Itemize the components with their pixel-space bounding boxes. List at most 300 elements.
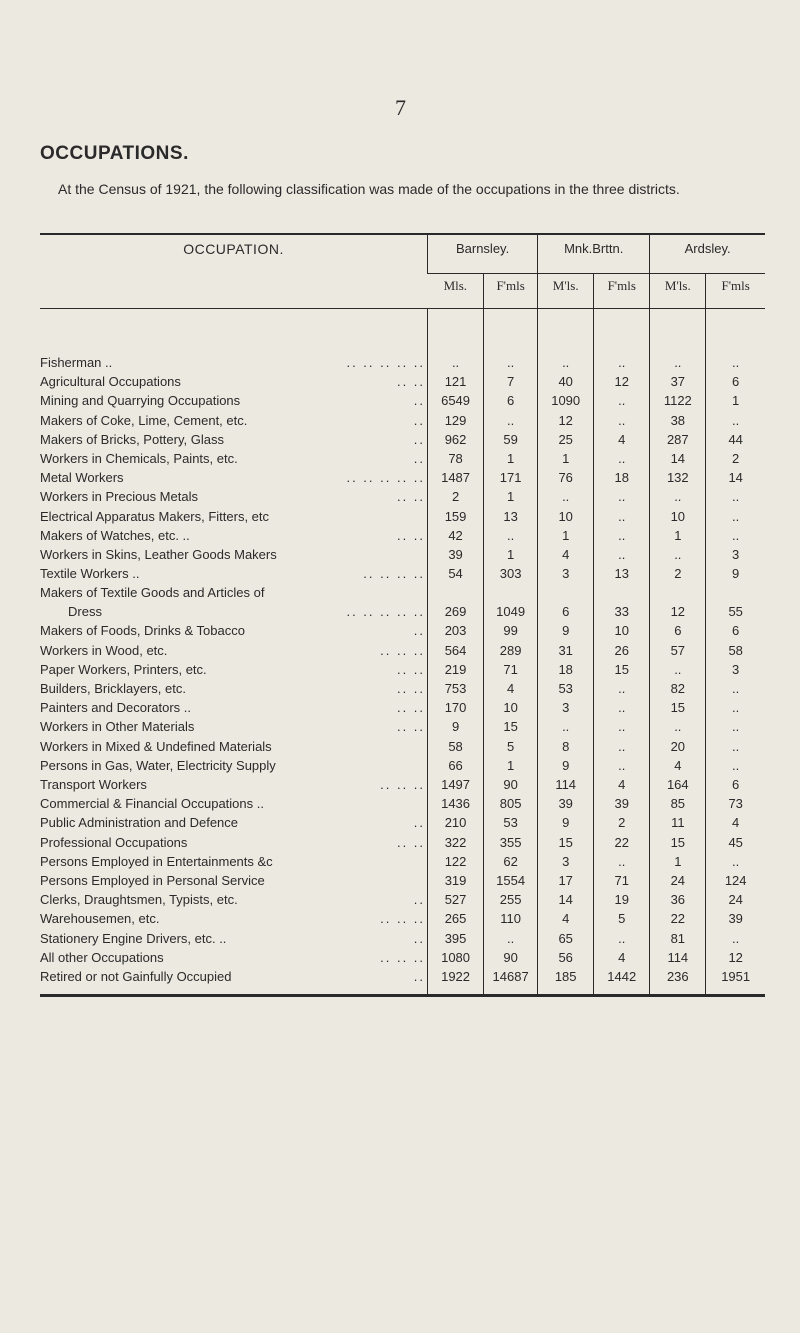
value-cell: .. (706, 353, 765, 372)
value-cell: .. (594, 526, 650, 545)
value-cell: .. (594, 487, 650, 506)
value-cell: 9 (538, 756, 594, 775)
value-cell: 1 (484, 756, 538, 775)
occupation-label: Persons in Gas, Water, Electricity Supply (40, 758, 279, 773)
leader-dots: .. .. .. (380, 911, 426, 927)
occupation-cell (40, 564, 428, 583)
occupation-label: Makers of Foods, Drinks & Tobacco (40, 623, 248, 638)
occupation-cell (40, 679, 428, 698)
occupation-cell (40, 487, 428, 506)
value-cell: 6549 (428, 391, 484, 410)
sex-header: Mls. (443, 278, 468, 293)
value-cell: .. (594, 679, 650, 698)
leader-dots: .. (413, 393, 426, 409)
value-cell: .. (706, 852, 765, 871)
occupation-label: Makers of Textile Goods and Articles of (40, 585, 267, 600)
table-row (40, 737, 765, 756)
leader-dots: .. (413, 892, 426, 908)
value-cell: 26 (594, 641, 650, 660)
value-cell: 6 (706, 621, 765, 640)
occupation-cell (40, 775, 428, 794)
value-cell: 66 (428, 756, 484, 775)
value-cell: 24 (650, 871, 706, 890)
value-cell: .. (706, 526, 765, 545)
table-row (40, 372, 765, 391)
value-cell: .. (706, 679, 765, 698)
value-cell: 2 (650, 564, 706, 583)
table-body (40, 341, 765, 996)
value-cell: 73 (706, 794, 765, 813)
table-row (40, 775, 765, 794)
occupation-cell (40, 449, 428, 468)
value-cell: 289 (484, 641, 538, 660)
value-cell: 17 (538, 871, 594, 890)
table-row (40, 468, 765, 487)
value-cell: 322 (428, 833, 484, 852)
table-row (40, 679, 765, 698)
value-cell: .. (594, 929, 650, 948)
occupation-cell (40, 507, 428, 526)
occupation-label: Commercial & Financial Occupations .. (40, 796, 267, 811)
value-cell: 71 (484, 660, 538, 679)
value-cell: .. (594, 737, 650, 756)
value-cell: 14 (538, 890, 594, 909)
occupation-column-header: OCCUPATION. (183, 241, 284, 257)
value-cell: .. (706, 698, 765, 717)
page-number: 7 (395, 95, 406, 120)
table-row (40, 353, 765, 372)
value-cell: 99 (484, 621, 538, 640)
value-cell: 1090 (538, 391, 594, 410)
occupation-label: Electrical Apparatus Makers, Fitters, etc (40, 509, 272, 524)
value-cell: 81 (650, 929, 706, 948)
occupation-label: Professional Occupations (40, 835, 190, 850)
value-cell: 2 (594, 813, 650, 832)
leader-dots: .. .. (396, 527, 426, 543)
sex-header: F'mls (594, 274, 650, 309)
value-cell: .. (594, 449, 650, 468)
value-cell: 962 (428, 430, 484, 449)
value-cell: 10 (594, 621, 650, 640)
value-cell: 14687 (484, 967, 538, 986)
value-cell: 5 (594, 909, 650, 928)
value-cell: 1487 (428, 468, 484, 487)
intro-text: At the Census of 1921, the following classification was made of the occupations in the three districts. (58, 181, 680, 197)
table-row (40, 545, 765, 564)
leader-dots: .. .. .. .. (363, 566, 426, 582)
value-cell: 58 (428, 737, 484, 756)
leader-dots: .. .. .. .. .. (346, 604, 426, 620)
value-cell: 1 (484, 449, 538, 468)
value-cell: 33 (594, 583, 650, 621)
value-cell: 395 (428, 929, 484, 948)
leader-dots: .. (413, 431, 426, 447)
value-cell: 1049 (484, 583, 538, 621)
value-cell: 11 (650, 813, 706, 832)
value-cell: .. (594, 507, 650, 526)
value-cell: 4 (538, 909, 594, 928)
value-cell: 10 (650, 507, 706, 526)
value-cell: 1951 (706, 967, 765, 986)
value-cell: .. (594, 411, 650, 430)
sex-header: M'ls. (650, 274, 706, 309)
occupation-label: Clerks, Draughtsmen, Typists, etc. (40, 892, 241, 907)
value-cell: 269 (428, 583, 484, 621)
value-cell: 78 (428, 449, 484, 468)
value-cell: .. (706, 507, 765, 526)
occupation-label: Workers in Chemicals, Paints, etc. (40, 451, 241, 466)
occupations-table (40, 233, 765, 997)
value-cell: 4 (706, 813, 765, 832)
occupation-cell (40, 353, 428, 372)
value-cell: 22 (650, 909, 706, 928)
value-cell: 19 (594, 890, 650, 909)
occupation-label: Warehousemen, etc. (40, 911, 162, 926)
value-cell: 6 (706, 372, 765, 391)
value-cell: 13 (484, 507, 538, 526)
value-cell: 129 (428, 411, 484, 430)
value-cell: 82 (650, 679, 706, 698)
value-cell: 12 (538, 411, 594, 430)
value-cell: 90 (484, 948, 538, 967)
value-cell: 12 (650, 583, 706, 621)
value-cell: .. (484, 929, 538, 948)
occupation-label: Workers in Mixed & Undefined Materials (40, 739, 275, 754)
table-row (40, 833, 765, 852)
leader-dots: .. .. (396, 719, 426, 735)
value-cell: 53 (538, 679, 594, 698)
occupation-label: Workers in Other Materials (40, 719, 197, 734)
occupation-label: Workers in Skins, Leather Goods Makers (40, 547, 280, 562)
occupation-cell (40, 737, 428, 756)
value-cell: 9 (706, 564, 765, 583)
value-cell: 18 (538, 660, 594, 679)
occupation-cell (40, 871, 428, 890)
table-row (40, 660, 765, 679)
table-row (40, 948, 765, 967)
occupation-label: Mining and Quarrying Occupations (40, 393, 243, 408)
value-cell: 85 (650, 794, 706, 813)
value-cell: 121 (428, 372, 484, 391)
value-cell: 1 (538, 449, 594, 468)
value-cell: 1 (484, 487, 538, 506)
occupation-cell (40, 948, 428, 967)
value-cell: .. (538, 487, 594, 506)
value-cell: 303 (484, 564, 538, 583)
value-cell: .. (594, 545, 650, 564)
occupation-cell (40, 372, 428, 391)
value-cell: .. (538, 353, 594, 372)
value-cell: 3 (538, 698, 594, 717)
table-row (40, 621, 765, 640)
value-cell: .. (706, 717, 765, 736)
occupation-label: Painters and Decorators .. (40, 700, 194, 715)
value-cell: 8 (538, 737, 594, 756)
value-cell: 39 (594, 794, 650, 813)
value-cell: 805 (484, 794, 538, 813)
value-cell: .. (650, 545, 706, 564)
value-cell: 4 (594, 948, 650, 967)
leader-dots: .. .. (396, 661, 426, 677)
value-cell: 12 (706, 948, 765, 967)
value-cell: 13 (594, 564, 650, 583)
value-cell: .. (594, 717, 650, 736)
value-cell: 210 (428, 813, 484, 832)
occupation-label: Stationery Engine Drivers, etc. .. (40, 931, 229, 946)
sex-header: F'mls (484, 274, 538, 309)
value-cell: 76 (538, 468, 594, 487)
value-cell: 6 (538, 583, 594, 621)
sex-header: F'mls (706, 274, 765, 309)
occupation-cell (40, 833, 428, 852)
value-cell: .. (706, 929, 765, 948)
value-cell: 6 (706, 775, 765, 794)
value-cell: 1497 (428, 775, 484, 794)
value-cell: 6 (484, 391, 538, 410)
table-row (40, 564, 765, 583)
value-cell: 25 (538, 430, 594, 449)
value-cell: 319 (428, 871, 484, 890)
occupation-label-continued: Dress (40, 602, 105, 621)
value-cell: .. (484, 411, 538, 430)
occupation-cell (40, 583, 428, 621)
leader-dots: .. (413, 623, 426, 639)
value-cell: 9 (428, 717, 484, 736)
value-cell: 4 (650, 756, 706, 775)
table-row (40, 641, 765, 660)
table-row (40, 871, 765, 890)
value-cell: 15 (594, 660, 650, 679)
value-cell: 355 (484, 833, 538, 852)
leader-dots: .. (413, 451, 426, 467)
table-row (40, 890, 765, 909)
value-cell: 44 (706, 430, 765, 449)
value-cell: .. (594, 391, 650, 410)
leader-dots: .. .. (396, 374, 426, 390)
table-row (40, 391, 765, 410)
value-cell: 159 (428, 507, 484, 526)
value-cell: 62 (484, 852, 538, 871)
leader-dots: .. (413, 815, 426, 831)
occupation-cell (40, 929, 428, 948)
leader-dots: .. (413, 412, 426, 428)
table-row (40, 717, 765, 736)
table-row (40, 813, 765, 832)
value-cell: 53 (484, 813, 538, 832)
occupation-label: All other Occupations (40, 950, 167, 965)
table-row (40, 698, 765, 717)
value-cell: .. (650, 717, 706, 736)
value-cell: 1436 (428, 794, 484, 813)
value-cell: 164 (650, 775, 706, 794)
occupation-cell (40, 621, 428, 640)
occupation-cell (40, 698, 428, 717)
table-row (40, 449, 765, 468)
value-cell: 59 (484, 430, 538, 449)
value-cell: 56 (538, 948, 594, 967)
value-cell: 255 (484, 890, 538, 909)
value-cell: 114 (538, 775, 594, 794)
occupation-cell (40, 430, 428, 449)
value-cell: .. (594, 353, 650, 372)
value-cell: .. (484, 353, 538, 372)
value-cell: .. (650, 660, 706, 679)
occupation-cell (40, 794, 428, 813)
occupation-label: Transport Workers (40, 777, 150, 792)
value-cell: 1 (484, 545, 538, 564)
sex-header: M'ls. (538, 274, 594, 309)
value-cell: .. (594, 698, 650, 717)
leader-dots: .. .. (396, 681, 426, 697)
value-cell: 45 (706, 833, 765, 852)
value-cell: .. (706, 756, 765, 775)
value-cell: 185 (538, 967, 594, 986)
value-cell: 124 (706, 871, 765, 890)
district-header-monk-bretton: Mnk.Brttn. (538, 235, 650, 274)
occupation-label: Makers of Bricks, Pottery, Glass (40, 432, 227, 447)
leader-dots: .. .. (396, 834, 426, 850)
table-row (40, 507, 765, 526)
value-cell: 3 (706, 545, 765, 564)
value-cell: 3 (538, 564, 594, 583)
section-heading: OCCUPATIONS. (40, 143, 189, 164)
value-cell: 287 (650, 430, 706, 449)
value-cell: 39 (706, 909, 765, 928)
value-cell: 20 (650, 737, 706, 756)
table-row (40, 909, 765, 928)
leader-dots: .. .. .. (380, 949, 426, 965)
table-row (40, 929, 765, 948)
value-cell: 2 (428, 487, 484, 506)
occupation-label: Makers of Watches, etc. .. (40, 528, 193, 543)
occupation-cell (40, 909, 428, 928)
value-cell: 1 (706, 391, 765, 410)
value-cell: 1 (538, 526, 594, 545)
value-cell: 527 (428, 890, 484, 909)
value-cell: 203 (428, 621, 484, 640)
value-cell: 1554 (484, 871, 538, 890)
value-cell: 40 (538, 372, 594, 391)
value-cell: .. (594, 756, 650, 775)
value-cell: 65 (538, 929, 594, 948)
value-cell: 71 (594, 871, 650, 890)
value-cell: 1 (650, 526, 706, 545)
value-cell: .. (706, 411, 765, 430)
district-header-ardsley: Ardsley. (650, 235, 765, 274)
occupation-cell (40, 391, 428, 410)
value-cell: 4 (538, 545, 594, 564)
value-cell: 2 (706, 449, 765, 468)
leader-dots: .. .. .. (380, 777, 426, 793)
value-cell: 38 (650, 411, 706, 430)
occupation-label: Builders, Bricklayers, etc. (40, 681, 189, 696)
occupation-cell (40, 526, 428, 545)
intro-paragraph (40, 180, 760, 199)
value-cell: 753 (428, 679, 484, 698)
value-cell: 18 (594, 468, 650, 487)
table-row (40, 411, 765, 430)
value-cell: 55 (706, 583, 765, 621)
value-cell: .. (650, 353, 706, 372)
leader-dots: .. (413, 930, 426, 946)
value-cell: 219 (428, 660, 484, 679)
value-cell: 24 (706, 890, 765, 909)
leader-dots: .. (413, 969, 426, 985)
value-cell: 171 (484, 468, 538, 487)
value-cell: 14 (650, 449, 706, 468)
value-cell: 170 (428, 698, 484, 717)
value-cell: 12 (594, 372, 650, 391)
value-cell: .. (594, 852, 650, 871)
value-cell: 15 (484, 717, 538, 736)
occupation-label: Fisherman .. (40, 355, 115, 370)
value-cell: 9 (538, 621, 594, 640)
value-cell: .. (428, 353, 484, 372)
value-cell: 42 (428, 526, 484, 545)
table-row (40, 430, 765, 449)
value-cell: 110 (484, 909, 538, 928)
occupation-cell (40, 890, 428, 909)
value-cell: 15 (650, 698, 706, 717)
value-cell: 564 (428, 641, 484, 660)
value-cell: 1122 (650, 391, 706, 410)
leader-dots: .. .. (396, 700, 426, 716)
value-cell: 6 (650, 621, 706, 640)
value-cell: 265 (428, 909, 484, 928)
value-cell: 15 (650, 833, 706, 852)
value-cell: 122 (428, 852, 484, 871)
value-cell: 10 (538, 507, 594, 526)
occupation-label: Workers in Wood, etc. (40, 643, 170, 658)
value-cell: .. (706, 737, 765, 756)
value-cell: 15 (538, 833, 594, 852)
value-cell: .. (538, 717, 594, 736)
occupation-label: Agricultural Occupations (40, 374, 184, 389)
value-cell: 4 (594, 775, 650, 794)
occupation-label: Public Administration and Defence (40, 815, 241, 830)
leader-dots: .. .. .. .. .. (346, 355, 426, 370)
value-cell: 10 (484, 698, 538, 717)
occupation-cell (40, 756, 428, 775)
value-cell: 14 (706, 468, 765, 487)
district-header-barnsley: Barnsley. (428, 235, 538, 274)
value-cell: .. (706, 487, 765, 506)
value-cell: 132 (650, 468, 706, 487)
value-cell: 4 (594, 430, 650, 449)
value-cell: 39 (428, 545, 484, 564)
occupation-label: Persons Employed in Entertainments &c (40, 854, 276, 869)
value-cell: 1442 (594, 967, 650, 986)
value-cell: .. (484, 526, 538, 545)
value-cell: 5 (484, 737, 538, 756)
leader-dots: .. .. .. .. .. (346, 470, 426, 486)
occupation-label: Textile Workers .. (40, 566, 142, 581)
occupation-label: Metal Workers (40, 470, 127, 485)
value-cell: 4 (484, 679, 538, 698)
leader-dots: .. .. .. (380, 642, 426, 658)
occupation-label: Paper Workers, Printers, etc. (40, 662, 210, 677)
table-row (40, 583, 765, 621)
value-cell: .. (650, 487, 706, 506)
occupation-label: Makers of Coke, Lime, Cement, etc. (40, 413, 250, 428)
value-cell: 1 (650, 852, 706, 871)
table-row (40, 487, 765, 506)
value-cell: 90 (484, 775, 538, 794)
table-row (40, 756, 765, 775)
value-cell: 3 (538, 852, 594, 871)
table-row-spacer (40, 986, 765, 996)
occupation-label: Workers in Precious Metals (40, 489, 201, 504)
